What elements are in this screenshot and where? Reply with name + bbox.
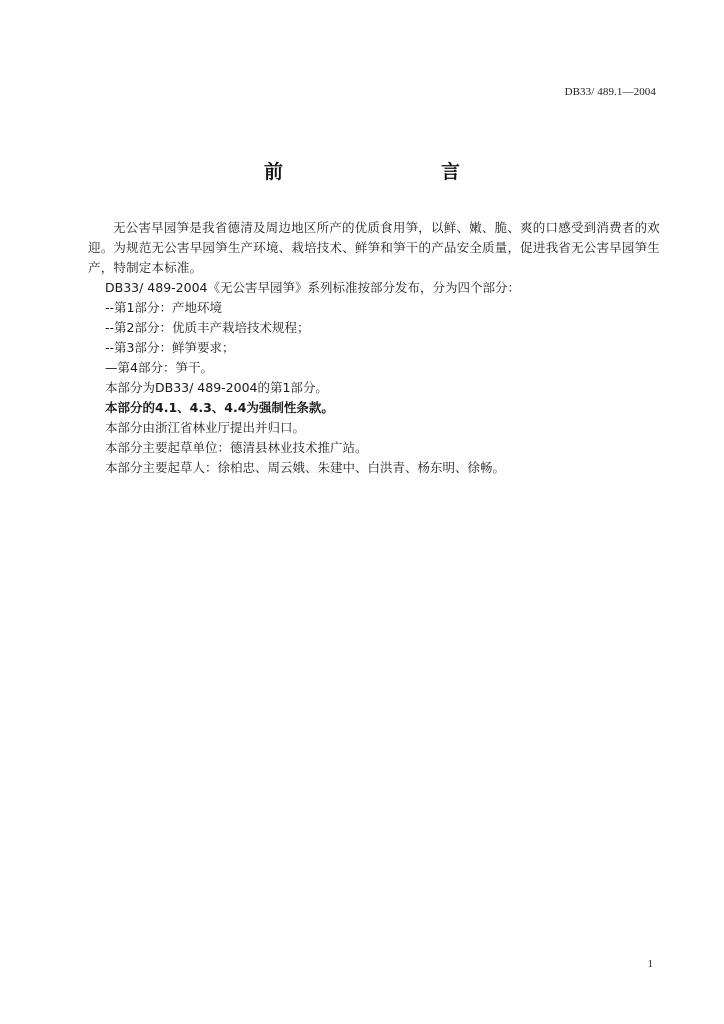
drafters-line: 本部分主要起草人：徐柏忠、周云娥、朱建中、白洪青、杨东明、徐畅。 (105, 460, 506, 475)
drafting-unit-line: 本部分主要起草单位：德清县林业技术推广站。 (105, 440, 368, 455)
page-title: 前 言 (263, 161, 500, 183)
proposer-line: 本部分由浙江省林业厅提出并归口。 (105, 420, 306, 435)
part-2-item: --第2部分：优质丰产栽培技术规程； (105, 320, 310, 335)
part-3-item: --第3部分：鲜笋要求； (105, 340, 235, 355)
series-statement: DB33/ 489-2004《无公害早园笋》系列标准按部分发布，分为四个部分： (105, 280, 520, 295)
foreword-body (88, 218, 660, 478)
part-4-item: —第4部分：笋干。 (105, 360, 213, 375)
page-number: 1 (647, 958, 653, 970)
intro-paragraph: 无公害早园笋是我省德清及周边地区所产的优质食用笋，以鲜、嫩、脆、爽的口感受到消费者的欢迎。为规范无公害早园笋生产环境、栽培技术、鲜笋和笋干的产品安全质量，促进我省无公害早园笋生产，特制定本标准。 (88, 220, 660, 275)
part-scope-line: 本部分为DB33/ 489-2004的第1部分。 (105, 380, 328, 395)
standard-code: DB33/ 489.1—2004 (564, 86, 656, 98)
part-1-item: --第1部分：产地环境 (105, 300, 222, 315)
mandatory-clauses-line: 本部分的4.1、4.3、4.4为强制性条款。 (105, 400, 334, 415)
